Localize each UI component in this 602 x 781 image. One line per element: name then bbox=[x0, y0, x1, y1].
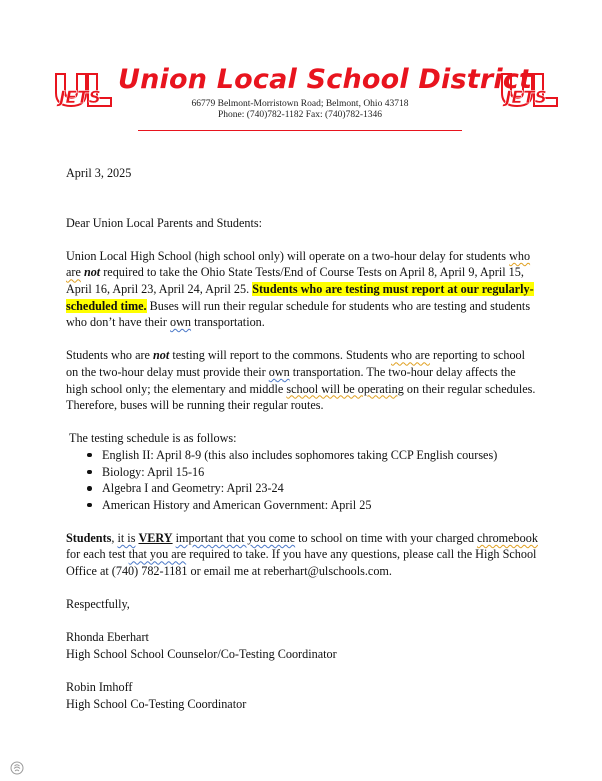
logo-left-text: JETS bbox=[59, 88, 101, 108]
salutation: Dear Union Local Parents and Students: bbox=[66, 215, 262, 230]
emphasis-not: not bbox=[153, 348, 170, 363]
signer-name: Robin Imhoff bbox=[66, 680, 133, 695]
list-item: Algebra I and Geometry: April 23-24 bbox=[102, 480, 538, 497]
letter-body bbox=[66, 165, 538, 712]
header-divider bbox=[138, 130, 462, 131]
paragraph-non-testing: Students who are not testing will report to the commons. Students who are reporting to school on the two-hour delay must provide their own transportation. The two-hour delay affects the high school only; the elementary and middle school will be operating on their regular schedules. Therefore, buses will be running their regular routes. bbox=[66, 348, 536, 413]
emphasis-very: VERY bbox=[138, 530, 173, 545]
schedule-intro: The testing schedule is as follows: bbox=[69, 431, 237, 446]
paragraph-contact: Students, it is VERY important that you come to school on time with your charged chromebook for each test that you are required to take. If you have any questions, please call the High School Office at (740) 782-1181 or email me at reberhart@ulschools.com. bbox=[66, 530, 538, 579]
list-item: American History and American Government: April 25 bbox=[102, 497, 538, 514]
list-item: Biology: April 15-16 bbox=[102, 464, 538, 481]
jets-logo-left bbox=[44, 72, 116, 112]
closing: Respectfully, bbox=[66, 597, 130, 612]
signer-title: High School School Counselor/Co-Testing Coordinator bbox=[66, 647, 337, 662]
emphasis-not: not bbox=[83, 265, 101, 280]
signer-title: High School Co-Testing Coordinator bbox=[66, 696, 247, 711]
paragraph-delay: Union Local High School (high school only) will operate on a two-hour delay for students who are not required to take the Ohio State Tests/End of Course Tests on April 8, April 9, April 15, April 16, April 23, April 24, April 25. Students who are testing must report at our regularly-scheduled time. Buses will run their regular schedule for students who are testing and students who don’t have their own transportation. bbox=[66, 248, 534, 330]
district-name: Union Local School District bbox=[118, 64, 533, 95]
list-item: English II: April 8-9 (this also includes sophomores taking CCP English courses) bbox=[102, 447, 538, 464]
district-address: 66779 Belmont-Morristown Road; Belmont, Ohio 43718 bbox=[191, 99, 409, 109]
district-phone: Phone: (740)782-1182 Fax: (740)782-1346 bbox=[217, 110, 383, 120]
accessibility-icon[interactable] bbox=[10, 761, 24, 775]
signer-name: Rhonda Eberhart bbox=[66, 630, 149, 645]
highlighted-report-notice: Students who are testing must report at our regularly-scheduled time. bbox=[66, 281, 534, 313]
jets-logo-right bbox=[490, 72, 562, 112]
letter-date: April 3, 2025 bbox=[66, 166, 132, 180]
logo-right-text: JETS bbox=[505, 88, 547, 108]
testing-schedule-list bbox=[66, 447, 538, 513]
